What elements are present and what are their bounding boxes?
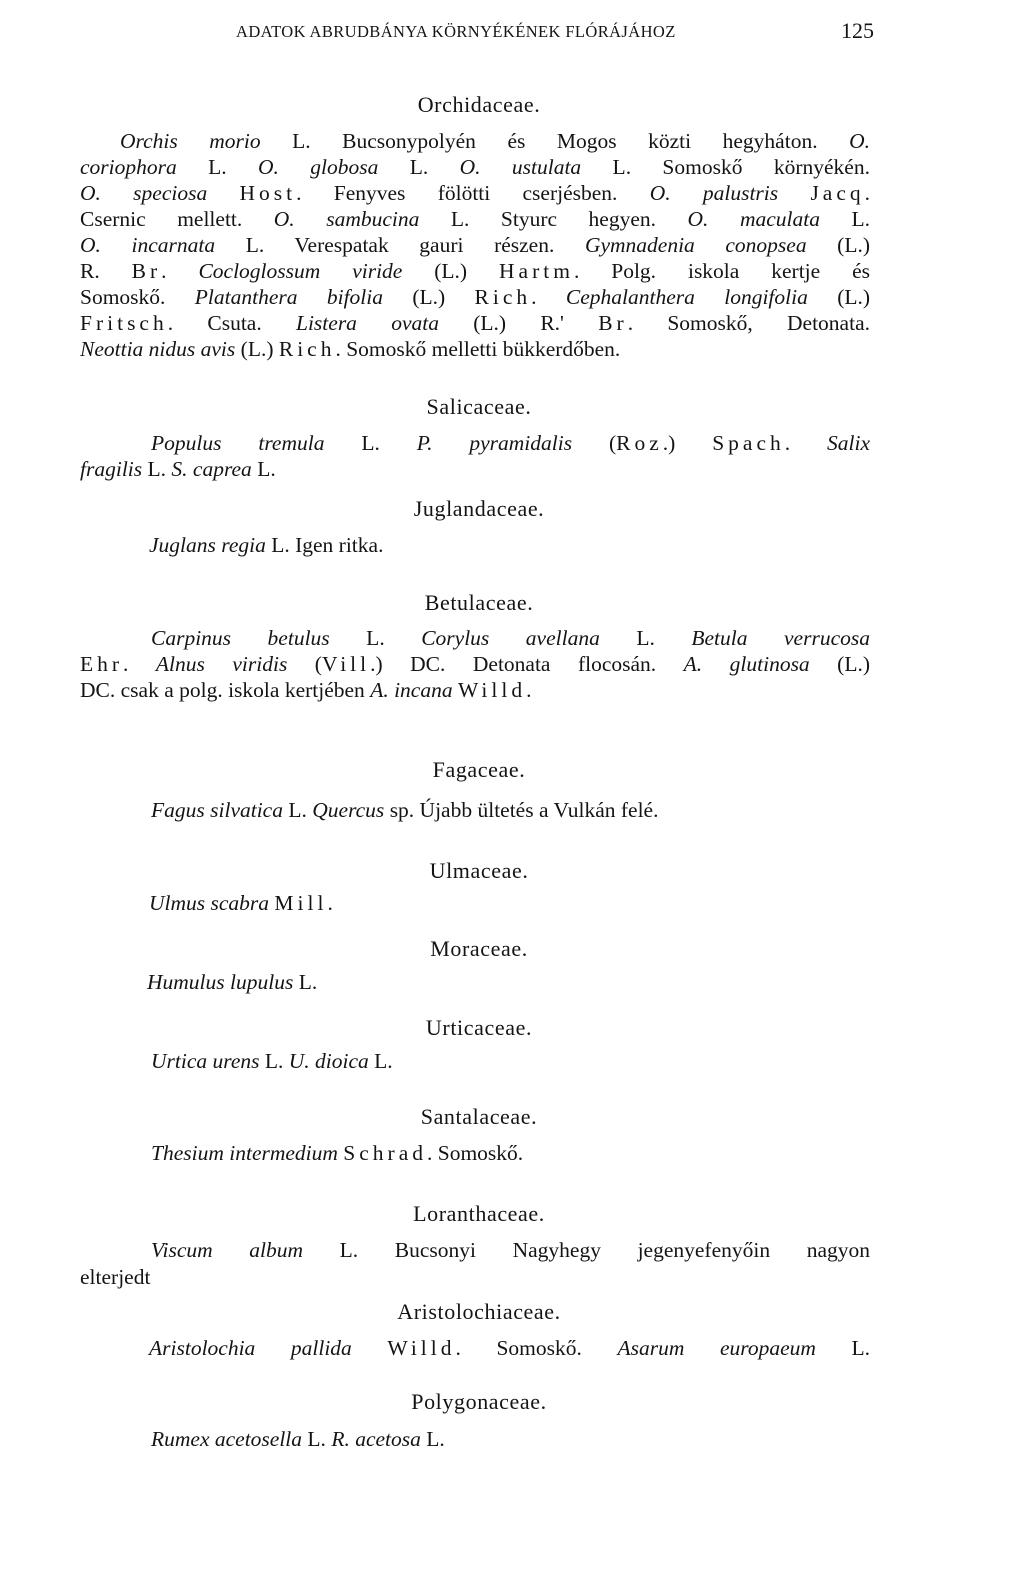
family-heading-fagaceae: Fagaceae. (432, 757, 526, 782)
text-line: DC. csak a polg. iskola kertjében A. incana Willd. (80, 678, 532, 702)
text-line: Rumex acetosella L. R. acetosa L. (151, 1427, 445, 1451)
text-line: Humulus lupulus L. (147, 970, 318, 994)
text-line: coriophora L. O. globosa L. O. ustulata L. Somoskő környékén. (80, 155, 870, 179)
text-line: O. incarnata L. Verespatak gauri részen. Gymnadenia conopsea (L.) (80, 233, 871, 257)
text-line: Csernic mellett. O. sambucina L. Styurc hegyen. O. maculata L. (80, 207, 870, 231)
family-heading-ulmaceae: Ulmaceae. (429, 858, 529, 883)
family-heading-salicaceae: Salicaceae. (426, 394, 532, 419)
text-line: Neottia nidus avis (L.) Rich. Somoskő melletti bükkerdőben. (80, 337, 621, 361)
family-heading-betulaceae: Betulaceae. (424, 590, 534, 615)
text-line: Thesium intermedium Schrad. Somoskő. (151, 1141, 524, 1165)
text-line: Somoskő. Platanthera bifolia (L.) Rich. Cephalanthera longifolia (L.) (80, 285, 871, 309)
family-heading-juglandaceae: Juglandaceae. (413, 496, 545, 521)
family-heading-orchidaceae: Orchidaceae. (417, 92, 541, 117)
family-heading-polygonaceae: Polygonaceae. (411, 1389, 547, 1414)
family-heading-moraceae: Moraceae. (430, 936, 528, 961)
text-line: R. Br. Cocloglossum viride (L.) Hartm. Polg. iskola kertje és (80, 259, 871, 283)
family-heading-urticaceae: Urticaceae. (425, 1015, 533, 1040)
text-line: Fagus silvatica L. Quercus sp. Újabb ültetés a Vulkán felé. (151, 798, 659, 822)
text-line: O. speciosa Host. Fenyves fölötti cserjésben. O. palustris Jacq. (80, 181, 871, 205)
text-line: Aristolochia pallida Willd. Somoskő. Asarum europaeum L. (149, 1336, 870, 1360)
text-line: Populus tremula L. P. pyramidalis (Roz.) Spach. Salix (151, 431, 870, 455)
text-line: Ulmus scabra Mill. (149, 891, 333, 915)
family-heading-aristolochiaceae: Aristolochiaceae. (397, 1299, 561, 1324)
family-heading-santalaceae: Santalaceae. (420, 1104, 538, 1129)
text-line: fragilis L. S. caprea L. (80, 457, 276, 481)
text-line: Urtica urens L. U. dioica L. (151, 1049, 393, 1073)
text-line: Juglans regia L. Igen ritka. (149, 533, 384, 557)
text-line: Orchis morio L. Bucsonypolyén és Mogos közti hegyháton. O. (120, 129, 870, 153)
family-heading-loranthaceae: Loranthaceae. (413, 1201, 545, 1226)
running-head: ADATOK ABRUDBÁNYA KÖRNYÉKÉNEK FLÓRÁJÁHOZ (236, 22, 676, 41)
text-line: elterjedt (80, 1265, 151, 1289)
text-line: Ehr. Alnus viridis (Vill.) DC. Detonata flocosán. A. glutinosa (L.) (80, 652, 870, 676)
text-line: Fritsch. Csuta. Listera ovata (L.) R.' Br. Somoskő, Detonata. (80, 311, 870, 335)
text-line: Viscum album L. Bucsonyi Nagyhegy jegenyefenyőin nagyon (151, 1238, 870, 1262)
text-line: Carpinus betulus L. Corylus avellana L. Betula verrucosa (151, 626, 870, 650)
page-number: 125 (841, 18, 874, 43)
